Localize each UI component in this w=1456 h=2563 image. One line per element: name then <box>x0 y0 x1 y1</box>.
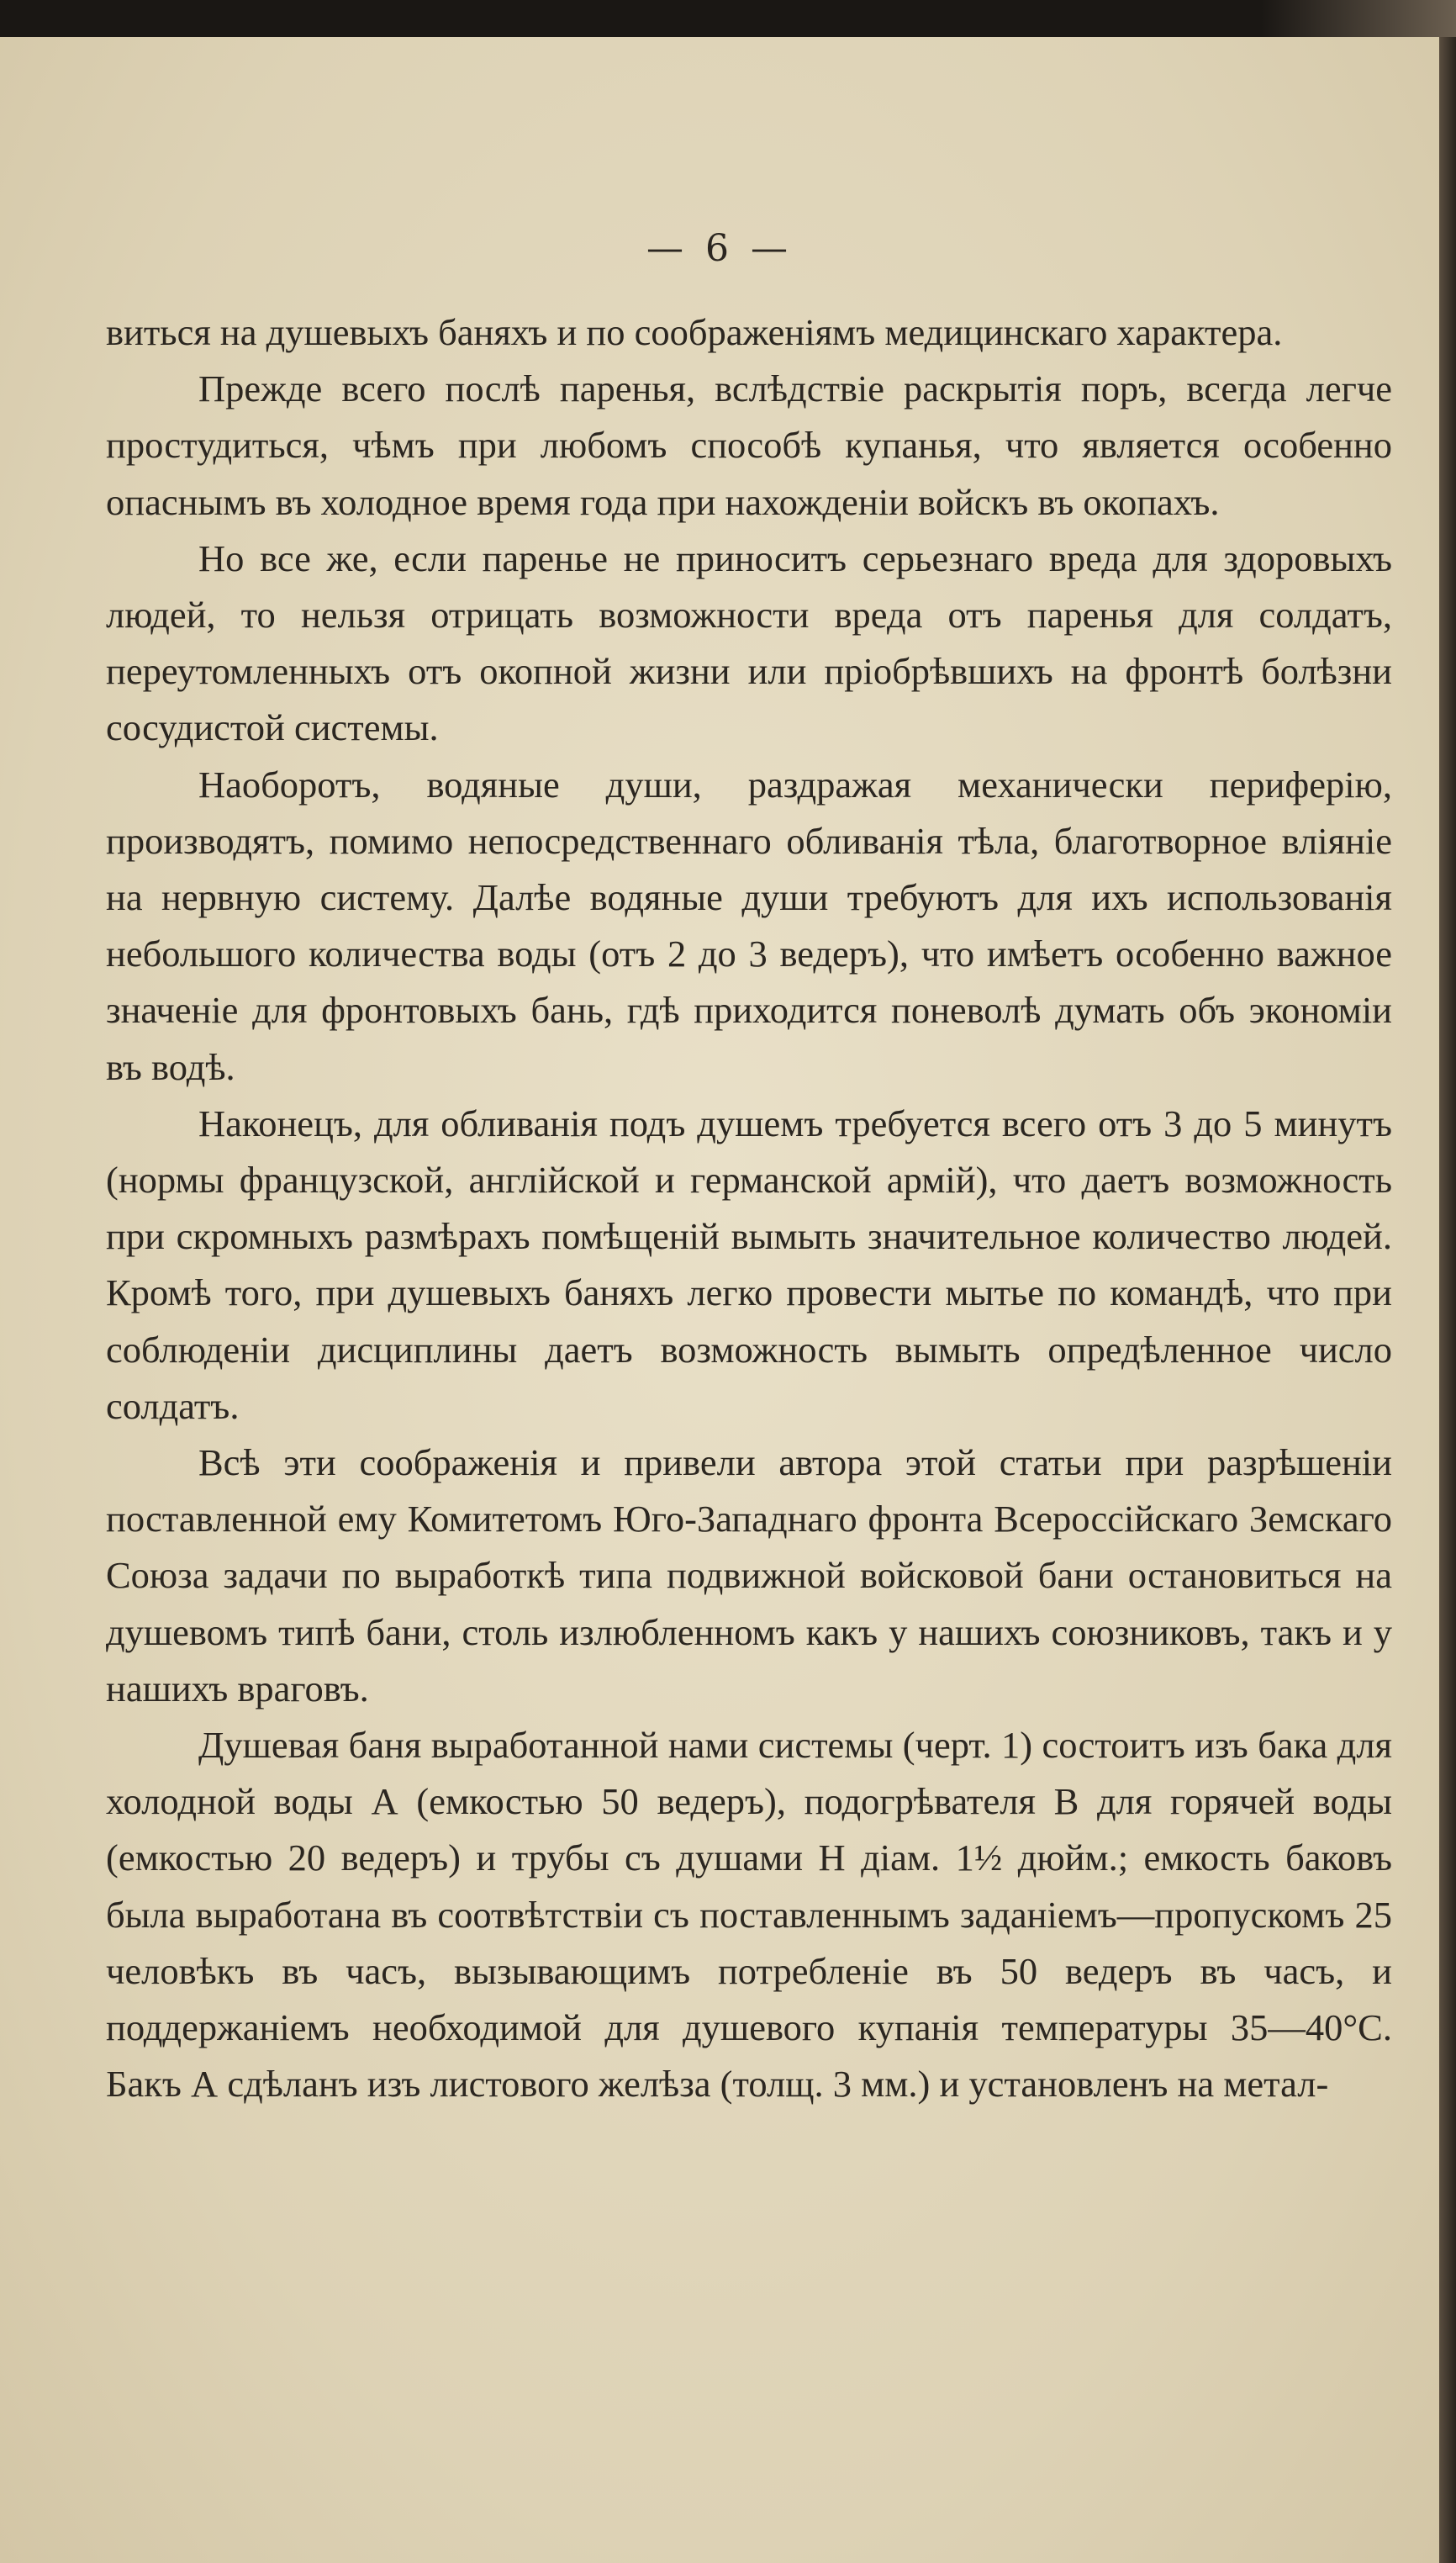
paragraph-6: Всѣ эти соображенія и привели автора этой статьи при разрѣшеніи поставленной ему Комитетомъ Юго-Западнаго фронта Всероссійскаго Земскаго Союза задачи по выработкѣ типа подвижной войсковой бани остановиться на душевомъ типѣ бани, столь излюбленномъ какъ у нашихъ союзниковъ, такъ и у нашихъ враговъ. <box>106 1441 1392 1710</box>
scan-edge-top <box>1261 0 1456 37</box>
paragraph-5: Наконецъ, для обливанія подъ душемъ требуется всего отъ 3 до 5 минутъ (нормы французской, англійской и германской армій), что даетъ возможность при скромныхъ размѣрахъ помѣщеній вымыть значительное количество людей. Кромѣ того, при душевыхъ баняхъ легко провести мытье по командѣ, что при соблюденіи дисциплины даетъ возможность вымыть опредѣленное число солдатъ. <box>106 1102 1392 1427</box>
paragraph-3: Но все же, если паренье не приноситъ серьезнаго вреда для здоровыхъ людей, то нельзя отрицать возможности вреда отъ паренья для солдатъ, переутомленныхъ отъ окопной жизни или пріобрѣвшихъ на фронтѣ болѣзни сосудистой системы. <box>106 536 1392 749</box>
paragraph-4: Наоборотъ, водяные души, раздражая механически периферію, производятъ, помимо непосредственнаго обливанія тѣла, благотворное вліяніе на нервную систему. Далѣе водяные души требуютъ для ихъ использованія небольшого количества воды (отъ 2 до 3 ведеръ), что имѣетъ особенно важное значеніе для фронтовыхъ бань, гдѣ приходится поневолѣ думать объ экономіи въ водѣ. <box>106 763 1392 1088</box>
document-page <box>0 37 1439 2563</box>
paragraph-2: Прежде всего послѣ паренья, вслѣдствіе раскрытія поръ, всегда легче простудиться, чѣмъ при любомъ способѣ купанья, что является особенно опаснымъ въ холодное время года при нахожденіи войскъ въ окопахъ. <box>106 367 1392 523</box>
scan-edge-right <box>1439 0 1456 2563</box>
page-number: — 6 — <box>646 227 793 270</box>
body-text <box>106 304 1392 2113</box>
paragraph-1: виться на душевыхъ баняхъ и по соображеніямъ медицинскаго характера. <box>106 311 1283 353</box>
paragraph-7: Душевая баня выработанной нами системы (черт. 1) состоитъ изъ бака для холодной воды А (емкостью 50 ведеръ), подогрѣвателя В для горячей воды (емкостью 20 ведеръ) и трубы съ душами Н діам. 1½ дюйм.; емкость баковъ была выработана въ соотвѣтствіи съ поставленнымъ заданіемъ—пропускомъ 25 человѣкъ въ часъ, вызывающимъ потребленіе въ 50 ведеръ въ часъ, и поддержаніемъ необходимой для душевого купанія температуры 35—40°С. Бакъ А сдѣланъ изъ листового желѣза (толщ. 3 мм.) и установленъ на метал- <box>106 1724 1392 2106</box>
